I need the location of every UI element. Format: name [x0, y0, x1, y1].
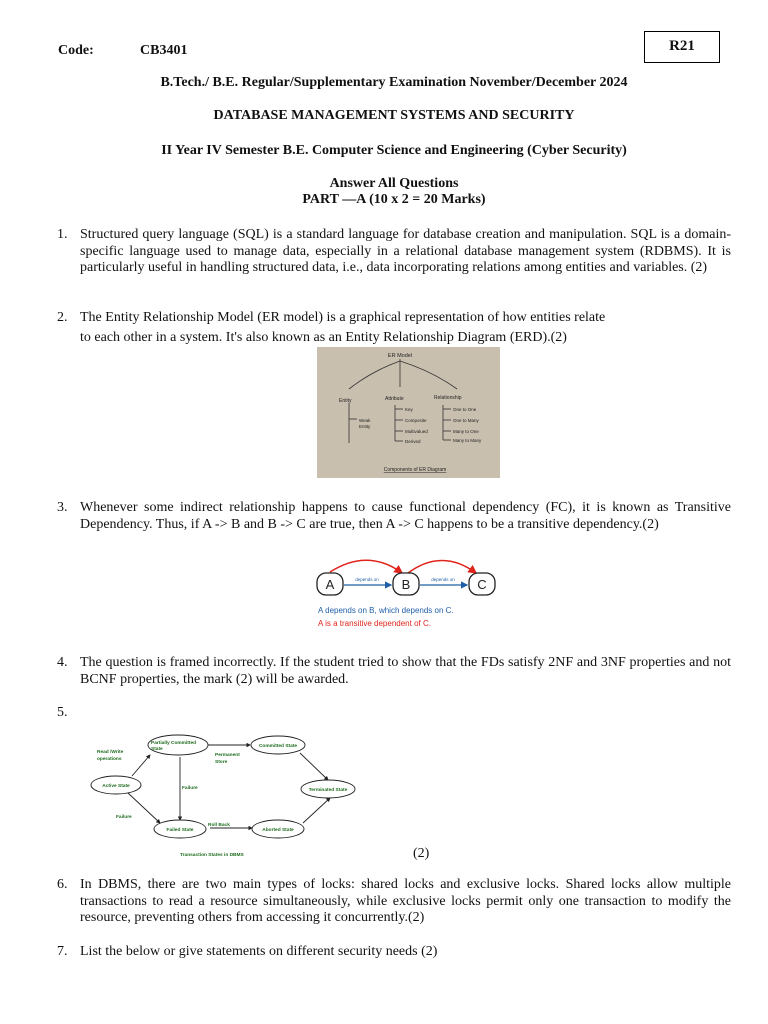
partially-committed-label-1: Partially Committed	[151, 741, 197, 746]
er-weak-entity-1: Weak	[359, 418, 371, 423]
red-arc-a-b	[330, 560, 402, 573]
failure-label-1: Failure	[182, 786, 198, 791]
er-rel-one-to-many: One to Many	[453, 418, 479, 423]
edge-label-2: depends on	[431, 577, 455, 582]
er-weak-entity-2: Entity	[359, 424, 371, 429]
regulation-box: R21	[644, 31, 720, 63]
partially-committed-label-2: State	[151, 747, 163, 752]
node-a: A	[325, 577, 335, 592]
question-text-2-line1: The Entity Relationship Model (ER model) is a graphical representation of how entities relate	[80, 310, 606, 325]
instructions: Answer All Questions	[329, 176, 459, 191]
read-write-label-1: Read /Write	[97, 750, 124, 755]
exam-title: B.Tech./ B.E. Regular/Supplementary Examination November/December 2024	[160, 75, 628, 90]
question-text-4: The question is framed incorrectly. If the student tried to show that the FDs satisfy 2NF and 3NF properties and not BCNF properties, the mark (2) will be awarded.	[80, 655, 731, 687]
node-b: B	[401, 577, 411, 592]
er-caption: Components of ER Diagram	[383, 467, 447, 473]
er-title: ER Model	[387, 353, 413, 359]
transaction-state-figure	[88, 733, 358, 860]
question-text-7: List the below or give statements on different security needs (2)	[80, 944, 438, 959]
question-5-marks: (2)	[413, 846, 430, 861]
code-value: CB3401	[140, 43, 188, 58]
transitive-caption-2: A is a transitive dependent of C.	[318, 619, 431, 628]
read-write-label-2: operations	[97, 757, 122, 762]
roll-back-label: Roll Back	[208, 823, 230, 828]
question-number-3: 3.	[57, 500, 68, 515]
question-number-6: 6.	[57, 877, 68, 892]
er-relationship-label: Relationship	[434, 395, 462, 401]
er-rel-many-to-one: Many to One	[453, 429, 479, 434]
aborted-label: Aborted State	[262, 828, 294, 833]
question-text-3: Whenever some indirect relationship happens to cause functional dependency (FC), it is known as Transitive Dependency. Thus, if A -> B and B -> C are true, then A -> C happens to be a transitive dependency.(2)	[80, 500, 731, 532]
permanent-store-label-2: Store	[215, 760, 228, 765]
question-text-6: In DBMS, there are two main types of locks: shared locks and exclusive locks. Shared locks allow multiple transactions to read a resource simultaneously, while exclusive locks permit only one transaction to modify the resource, preventing others from accessing it concurrently.(2)	[80, 877, 731, 925]
question-number-4: 4.	[57, 655, 68, 670]
edge-label-1: depends on	[355, 577, 379, 582]
question-number-7: 7.	[57, 944, 68, 959]
er-entity-label: Entity	[339, 398, 352, 404]
subject-title: DATABASE MANAGEMENT SYSTEMS AND SECURITY	[213, 108, 575, 123]
question-number-2: 2.	[57, 310, 68, 325]
question-number-5: 5.	[57, 705, 68, 720]
er-diagram-figure	[317, 347, 500, 478]
question-text-2-line2: to each other in a system. It's also known as an Entity Relationship Diagram (ERD).(2)	[80, 330, 567, 345]
code-label: Code:	[58, 43, 94, 58]
node-c: C	[477, 577, 487, 592]
er-attr-multivalued: Multivalued	[405, 429, 428, 434]
question-text-1: Structured query language (SQL) is a standard language for database creation and manipulation. SQL is a domain-specific language used to manage data, especially in a relational database management system (RDBMS). It is particularly useful in handling structured data, i.e., data incorporating relations among entities and variables. (2)	[80, 227, 731, 275]
question-number-1: 1.	[57, 227, 68, 242]
er-attr-composite: Composite	[405, 418, 427, 423]
terminated-label: Terminated State	[308, 788, 348, 793]
state-diagram-caption: Transaction States in DBMS	[180, 853, 244, 858]
er-attr-derived: Derived	[405, 439, 421, 444]
failed-label: Failed State	[166, 828, 194, 833]
transitive-dependency-figure	[310, 556, 506, 636]
red-arc-b-c	[408, 561, 476, 574]
permanent-store-label-1: Permanent	[215, 753, 240, 758]
committed-label: Committed State	[258, 744, 298, 749]
er-attr-key: Key	[405, 407, 413, 412]
er-rel-many-to-many: Many to Many	[453, 438, 482, 443]
part-heading: PART —A (10 x 2 = 20 Marks)	[302, 192, 486, 207]
er-diagram-background	[317, 347, 500, 478]
course-line: II Year IV Semester B.E. Computer Science and Engineering (Cyber Security)	[161, 143, 627, 158]
active-label: Active State	[102, 784, 130, 789]
er-rel-one-to-one: One to One	[453, 407, 477, 412]
er-attribute-label: Attribute	[385, 396, 404, 402]
failure-label-2: Failure	[116, 815, 132, 820]
transitive-caption-1: A depends on B, which depends on C.	[318, 606, 454, 615]
